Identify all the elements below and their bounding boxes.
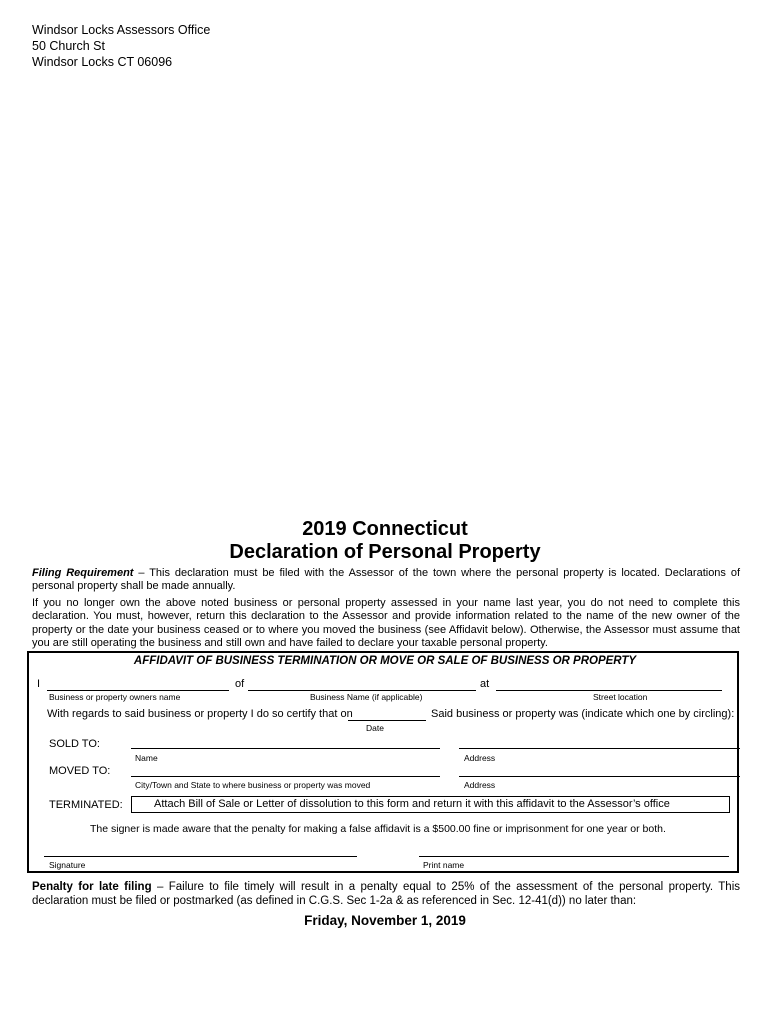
sold-to-option[interactable]: SOLD TO: xyxy=(49,738,100,750)
name-label: Name xyxy=(135,753,158,763)
sold-to-name-field[interactable] xyxy=(131,748,440,749)
late-filing-paragraph xyxy=(32,880,740,908)
business-name-label: Business Name (if applicable) xyxy=(310,692,423,702)
owner-name-field[interactable] xyxy=(47,690,229,691)
label-at: at xyxy=(480,678,490,690)
moved-to-option[interactable]: MOVED TO: xyxy=(49,765,111,777)
no-longer-own-paragraph: If you no longer own the above noted business or personal property assessed in your name last year, you do not need to complete this declaration. You must, however, return this declaration to the Assessor and provide information related to the name of the new owner of the property or the date your business ceased or to where you moved the business (see Affidavit below). Otherwise, the Assessor must assume that you are still operating the business and still own and have failed to declare your taxable personal property. xyxy=(32,597,740,650)
terminated-option[interactable]: TERMINATED: xyxy=(49,799,123,811)
sold-to-address-field[interactable] xyxy=(459,748,740,749)
address-label: Address xyxy=(464,753,496,763)
office-city: Windsor Locks CT 06096 xyxy=(32,55,173,69)
print-name-label: Print name xyxy=(423,860,465,870)
owner-name-label: Business or property owners name xyxy=(49,692,181,702)
certify-text: With regards to said business or property I do so certify that on xyxy=(47,708,353,720)
false-affidavit-notice: The signer is made aware that the penalty for making a false affidavit is a $500.00 fine or imprisonment for one year or both. xyxy=(90,823,666,835)
attach-instruction-box: Attach Bill of Sale or Letter of dissolution to this form and return it with this affidavit to the Assessor’s office xyxy=(131,796,730,813)
form-title: Declaration of Personal Property xyxy=(229,541,541,563)
street-location-field[interactable] xyxy=(496,690,722,691)
street-location-label: Street location xyxy=(593,692,648,702)
label-i: I xyxy=(37,678,41,690)
date-field[interactable] xyxy=(348,720,426,721)
affidavit-box xyxy=(27,651,739,873)
form-title-year: 2019 Connecticut xyxy=(302,518,468,540)
filing-heading: Filing Requirement xyxy=(32,567,134,579)
late-filing-text: – Failure to file timely will result in a penalty equal to 25% of the assessment of the personal property. This declaration must be filed or postmarked (as defined in C.G.S. Sec 1-2a & as referenced in Sec. 12-41(d)) no later than: xyxy=(32,881,740,907)
moved-city-field[interactable] xyxy=(131,776,440,777)
print-name-field[interactable] xyxy=(419,856,729,857)
label-of: of xyxy=(235,678,245,690)
address-label-2: Address xyxy=(464,780,496,790)
office-name: Windsor Locks Assessors Office xyxy=(32,23,211,37)
signature-field[interactable] xyxy=(44,856,357,857)
due-date: Friday, November 1, 2019 xyxy=(304,913,466,928)
filing-text: – This declaration must be filed with the Assessor of the town where the personal property is located. Declarations of personal property shall be made annually. xyxy=(32,567,740,593)
filing-requirement xyxy=(32,567,740,594)
late-filing-heading: Penalty for late filing xyxy=(32,881,152,893)
city-state-label: City/Town and State to where business or property was moved xyxy=(135,780,371,790)
said-text: Said business or property was (indicate which one by circling): xyxy=(431,708,735,720)
moved-address-field[interactable] xyxy=(459,776,740,777)
signature-label: Signature xyxy=(49,860,86,870)
business-name-field[interactable] xyxy=(248,690,476,691)
date-label: Date xyxy=(366,723,384,733)
office-street: 50 Church St xyxy=(32,39,105,53)
affidavit-title: AFFIDAVIT OF BUSINESS TERMINATION OR MOVE OR SALE OF BUSINESS OR PROPERTY xyxy=(133,655,637,667)
